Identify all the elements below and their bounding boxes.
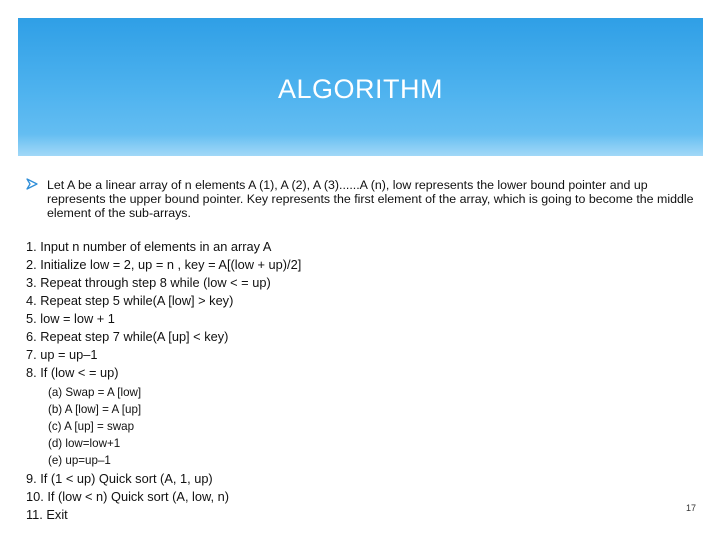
substep-b: (b) A [low] = A [up] [48, 403, 142, 416]
step-8-substeps [48, 384, 141, 469]
arrow-bullet-icon [26, 178, 38, 190]
step-5: 5. low = low + 1 [26, 311, 115, 326]
step-3: 3. Repeat through step 8 while (low < = up) [26, 275, 271, 290]
step-2: 2. Initialize low = 2, up = n , key = A[(low + up)/2] [26, 257, 302, 272]
step-9: 9. If (1 < up) Quick sort (A, 1, up) [26, 471, 213, 486]
step-6: 6. Repeat step 7 while(A [up] < key) [26, 329, 229, 344]
intro-bullet-text: Let A be a linear array of n elements A (1), A (2), A (3)......A (n), low represents the lower bound pointer and up represents the upper bound pointer. Key represents the first element of the array, which is going to become the middle element of the sub-arrays. [47, 178, 694, 220]
substep-d: (d) low=low+1 [48, 437, 121, 450]
substep-c: (c) A [up] = swap [48, 420, 135, 433]
step-7: 7. up = up–1 [26, 347, 98, 362]
page-number: 17 [685, 503, 696, 513]
title-band [18, 18, 703, 156]
algorithm-steps [26, 238, 301, 382]
substep-e: (e) up=up–1 [48, 454, 111, 467]
slide-title: ALGORITHM [277, 74, 443, 104]
step-11: 11. Exit [26, 507, 68, 522]
intro-bullet [26, 178, 698, 220]
step-8: 8. If (low < = up) [26, 365, 119, 380]
substep-a: (a) Swap = A [low] [48, 386, 142, 399]
step-1: 1. Input n number of elements in an array A [26, 239, 272, 254]
step-10: 10. If (low < n) Quick sort (A, low, n) [26, 489, 230, 504]
algorithm-final-steps [26, 470, 229, 524]
step-4: 4. Repeat step 5 while(A [low] > key) [26, 293, 234, 308]
